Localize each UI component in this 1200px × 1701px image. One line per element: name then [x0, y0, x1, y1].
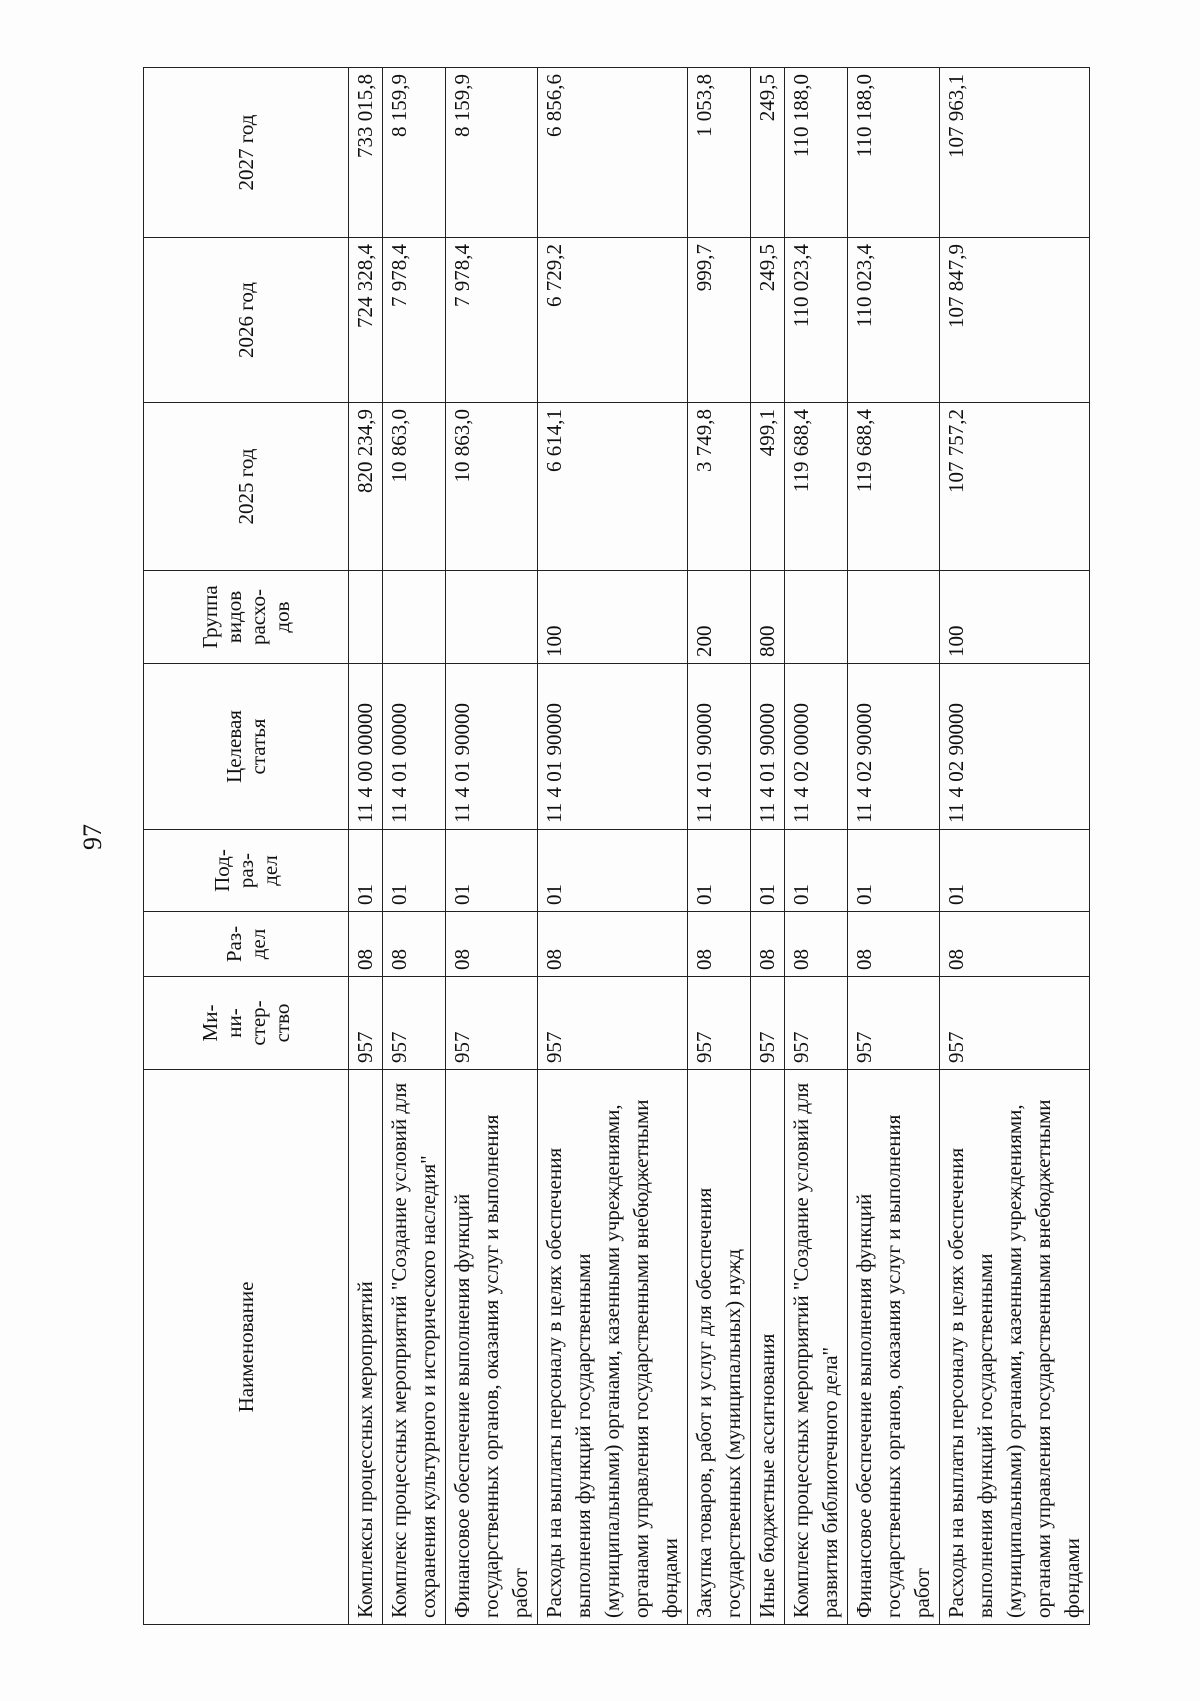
- header-name: Наименование: [144, 1070, 349, 1625]
- cell-target: 11 4 02 00000: [785, 664, 848, 830]
- cell-section: 08: [848, 912, 940, 977]
- cell-group: 100: [940, 571, 1090, 664]
- table-row: [538, 68, 688, 1625]
- table-row: [383, 68, 446, 1625]
- table-row: [751, 68, 785, 1625]
- cell-2027: 6 856,6: [538, 68, 688, 238]
- cell-2027: 8 159,9: [446, 68, 538, 238]
- cell-ministry: 957: [848, 977, 940, 1070]
- cell-name: Комплексы процессных мероприятий: [349, 1070, 383, 1625]
- cell-section: 08: [349, 912, 383, 977]
- cell-2025: 119 688,4: [785, 403, 848, 571]
- cell-2026: 110 023,4: [848, 238, 940, 403]
- cell-section: 08: [446, 912, 538, 977]
- cell-2025: 499,1: [751, 403, 785, 571]
- cell-ministry: 957: [940, 977, 1090, 1070]
- cell-2025: 6 614,1: [538, 403, 688, 571]
- cell-2027: 110 188,0: [848, 68, 940, 238]
- table-row: [785, 68, 848, 1625]
- cell-2027: 733 015,8: [349, 68, 383, 238]
- cell-2026: 110 023,4: [785, 238, 848, 403]
- cell-group: [848, 571, 940, 664]
- cell-ministry: 957: [383, 977, 446, 1070]
- cell-group: [349, 571, 383, 664]
- cell-section: 08: [538, 912, 688, 977]
- header-2026: 2026 год: [144, 238, 349, 403]
- header-target: Целевая статья: [144, 664, 349, 830]
- cell-2026: 999,7: [688, 238, 751, 403]
- cell-name: Расходы на выплаты персоналу в целях обеспечения выполнения функций государственными (муниципальными) органами, казенными учреждениями, органами управления государственными внебюджетными фондами: [538, 1070, 688, 1625]
- cell-2026: 7 978,4: [383, 238, 446, 403]
- cell-section: 08: [383, 912, 446, 977]
- cell-ministry: 957: [785, 977, 848, 1070]
- cell-subsection: 01: [848, 830, 940, 912]
- cell-name: Финансовое обеспечение выполнения функций государственных органов, оказания услуг и выполнения работ: [446, 1070, 538, 1625]
- cell-2025: 820 234,9: [349, 403, 383, 571]
- cell-2026: 107 847,9: [940, 238, 1090, 403]
- cell-section: 08: [785, 912, 848, 977]
- table-row: [688, 68, 751, 1625]
- cell-2027: 107 963,1: [940, 68, 1090, 238]
- cell-subsection: 01: [383, 830, 446, 912]
- cell-2025: 107 757,2: [940, 403, 1090, 571]
- cell-target: 11 4 01 90000: [688, 664, 751, 830]
- cell-ministry: 957: [751, 977, 785, 1070]
- cell-ministry: 957: [688, 977, 751, 1070]
- budget-table-rotated: [143, 68, 1084, 1625]
- cell-2025: 10 863,0: [446, 403, 538, 571]
- cell-name: Комплекс процессных мероприятий "Создание условий для сохранения культурного и исторического наследия": [383, 1070, 446, 1625]
- cell-group: [383, 571, 446, 664]
- table-row: [446, 68, 538, 1625]
- table-header-row: [144, 68, 349, 1625]
- cell-2025: 10 863,0: [383, 403, 446, 571]
- cell-group: [446, 571, 538, 664]
- cell-subsection: 01: [538, 830, 688, 912]
- header-2027: 2027 год: [144, 68, 349, 238]
- cell-ministry: 957: [446, 977, 538, 1070]
- cell-target: 11 4 01 90000: [446, 664, 538, 830]
- cell-target: 11 4 02 90000: [848, 664, 940, 830]
- cell-ministry: 957: [538, 977, 688, 1070]
- cell-2026: 249,5: [751, 238, 785, 403]
- cell-2027: 249,5: [751, 68, 785, 238]
- cell-2027: 8 159,9: [383, 68, 446, 238]
- cell-section: 08: [688, 912, 751, 977]
- cell-2025: 3 749,8: [688, 403, 751, 571]
- table-row: [349, 68, 383, 1625]
- cell-2026: 7 978,4: [446, 238, 538, 403]
- budget-table: [143, 67, 1090, 1625]
- cell-subsection: 01: [751, 830, 785, 912]
- table-row: [940, 68, 1090, 1625]
- cell-group: 200: [688, 571, 751, 664]
- cell-subsection: 01: [785, 830, 848, 912]
- cell-target: 11 4 01 00000: [383, 664, 446, 830]
- cell-2027: 110 188,0: [785, 68, 848, 238]
- cell-2026: 6 729,2: [538, 238, 688, 403]
- cell-section: 08: [940, 912, 1090, 977]
- cell-subsection: 01: [940, 830, 1090, 912]
- header-2025: 2025 год: [144, 403, 349, 571]
- cell-group: 100: [538, 571, 688, 664]
- cell-subsection: 01: [446, 830, 538, 912]
- table-row: [848, 68, 940, 1625]
- header-section: Раз- дел: [144, 912, 349, 977]
- header-ministry: Ми- ни- стер- ство: [144, 977, 349, 1070]
- cell-target: 11 4 02 90000: [940, 664, 1090, 830]
- cell-name: Комплекс процессных мероприятий "Создание условий для развития библиотечного дела": [785, 1070, 848, 1625]
- cell-name: Расходы на выплаты персоналу в целях обеспечения выполнения функций государственными (муниципальными) органами, казенными учреждениями, органами управления государственными внебюджетными фондами: [940, 1070, 1090, 1625]
- header-group: Группа видов расхо- дов: [144, 571, 349, 664]
- cell-subsection: 01: [349, 830, 383, 912]
- cell-group: [785, 571, 848, 664]
- cell-target: 11 4 00 00000: [349, 664, 383, 830]
- cell-name: Финансовое обеспечение выполнения функций государственных органов, оказания услуг и выполнения работ: [848, 1070, 940, 1625]
- cell-target: 11 4 01 90000: [751, 664, 785, 830]
- cell-group: 800: [751, 571, 785, 664]
- cell-subsection: 01: [688, 830, 751, 912]
- cell-2027: 1 053,8: [688, 68, 751, 238]
- cell-2026: 724 328,4: [349, 238, 383, 403]
- header-subsection: Под- раз- дел: [144, 830, 349, 912]
- cell-2025: 119 688,4: [848, 403, 940, 571]
- cell-ministry: 957: [349, 977, 383, 1070]
- page-number: 97: [78, 824, 107, 850]
- cell-name: Иные бюджетные ассигнования: [751, 1070, 785, 1625]
- cell-section: 08: [751, 912, 785, 977]
- cell-target: 11 4 01 90000: [538, 664, 688, 830]
- cell-name: Закупка товаров, работ и услуг для обеспечения государственных (муниципальных) нужд: [688, 1070, 751, 1625]
